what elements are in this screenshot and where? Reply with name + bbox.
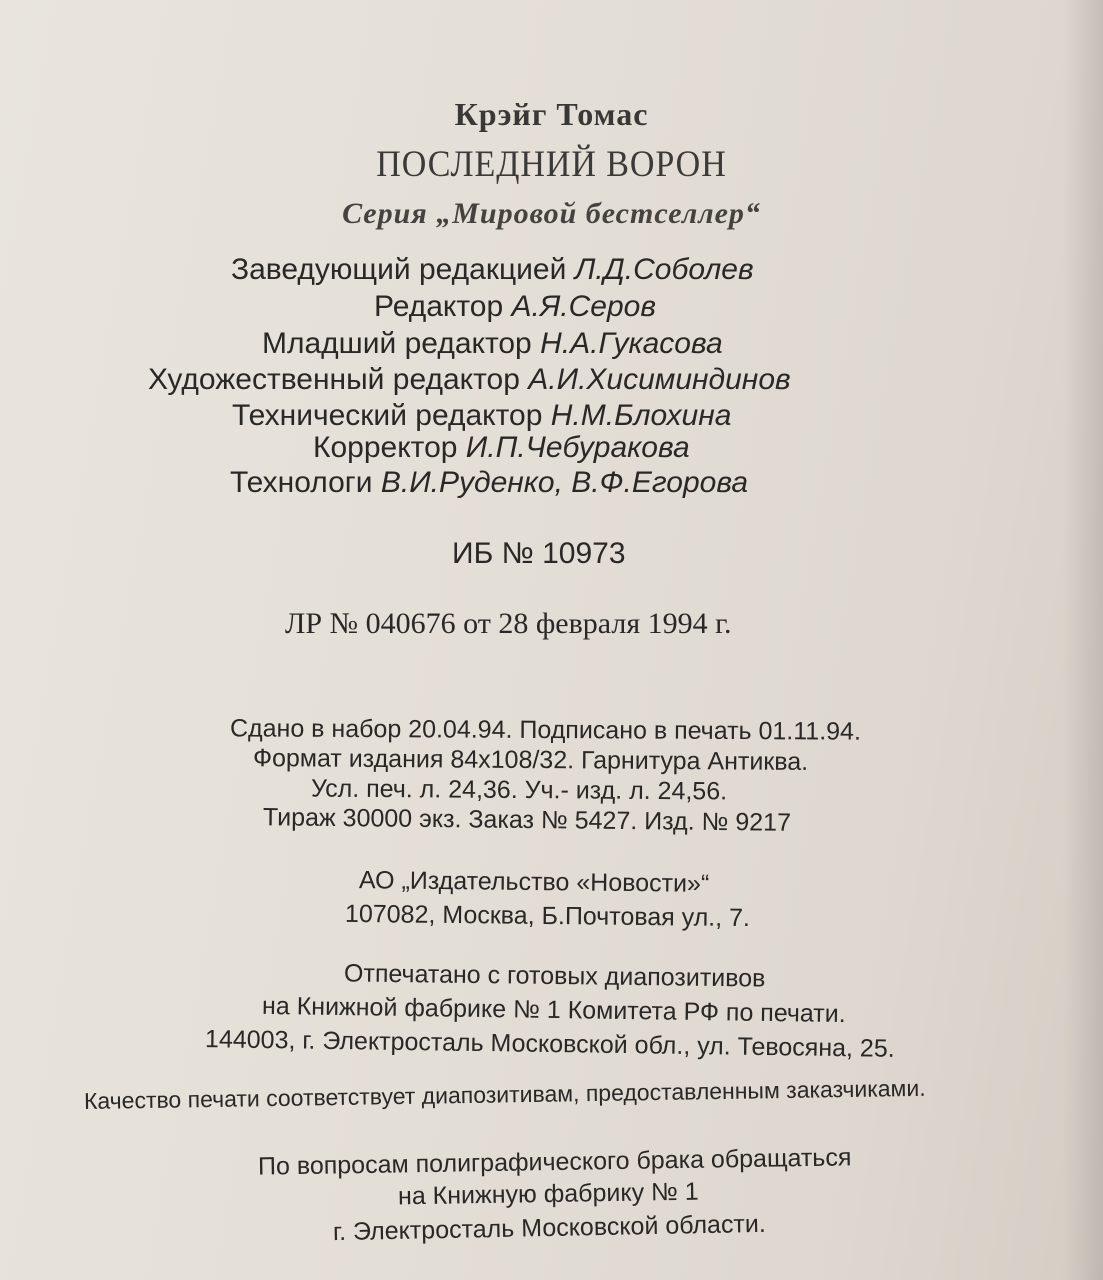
ib-number: ИБ № 10973 bbox=[452, 537, 626, 570]
credit-person: А.И.Хисиминдинов bbox=[528, 363, 791, 396]
credit-role: Художественный редактор bbox=[148, 363, 520, 396]
defects-line-3: г. Электросталь Московской области. bbox=[332, 1209, 767, 1247]
series-name: Серия „Мировой бестселлер“ bbox=[342, 197, 761, 230]
credit-person: И.П.Чебуракова bbox=[465, 431, 690, 464]
credit-line-technologists bbox=[230, 466, 748, 500]
book-title: ПОСЛЕДНИЙ ВОРОН bbox=[376, 144, 727, 185]
credit-role: Технологи bbox=[230, 466, 373, 499]
imprint-line-format: Формат издания 84х108/32. Гарнитура Антиква. bbox=[252, 744, 809, 776]
credit-person: В.И.Руденко, В.Ф.Егорова bbox=[380, 466, 749, 499]
credit-line-proofreader bbox=[313, 431, 690, 465]
credit-role: Редактор bbox=[374, 290, 504, 323]
credit-role: Младший редактор bbox=[262, 327, 532, 360]
printer-line-3: 144003, г. Электросталь Московской обл., ул. Тевосяна, 25. bbox=[204, 1025, 895, 1063]
credit-person: А.Я.Серов bbox=[511, 290, 656, 323]
license-number: ЛР № 040676 от 28 февраля 1994 г. bbox=[285, 607, 732, 640]
credit-line-junior-editor bbox=[262, 327, 723, 361]
credit-line-art-editor bbox=[148, 363, 791, 397]
publisher-name: АО „Издательство «Новости»“ bbox=[358, 866, 710, 898]
printer-line-2: на Книжной фабрике № 1 Комитета РФ по печати. bbox=[261, 991, 846, 1029]
credit-line-chief-editor bbox=[231, 253, 754, 287]
imprint-line-dates: Сдано в набор 20.04.94. Подписано в печать 01.11.94. bbox=[229, 714, 862, 746]
defects-line-1: По вопросам полиграфического брака обращаться bbox=[257, 1143, 852, 1181]
credit-person: Н.А.Гукасова bbox=[540, 327, 723, 360]
imprint-line-sheets: Усл. печ. л. 24,36. Уч.- изд. л. 24,56. bbox=[310, 774, 728, 806]
quality-note: Качество печати соответствует диапозитивам, предоставленным заказчиками. bbox=[83, 1074, 926, 1114]
credit-role: Технический редактор bbox=[232, 399, 543, 432]
author-name: Крэйг Томас bbox=[454, 96, 649, 132]
credit-person: Н.М.Блохина bbox=[550, 399, 732, 432]
credit-person: Л.Д.Соболев bbox=[574, 253, 754, 286]
page-edge-shadow bbox=[1063, 0, 1103, 1280]
credit-role: Заведующий редакцией bbox=[231, 253, 567, 286]
publisher-address: 107082, Москва, Б.Почтовая ул., 7. bbox=[344, 899, 751, 933]
credit-line-technical-editor bbox=[232, 399, 731, 433]
defects-line-2: на Книжную фабрику № 1 bbox=[397, 1177, 699, 1211]
imprint-line-print-run: Тираж 30000 экз. Заказ № 5427. Изд. № 9217 bbox=[262, 803, 792, 837]
printer-line-1: Отпечатано с готовых диапозитивов bbox=[343, 959, 766, 993]
credit-role: Корректор bbox=[313, 431, 458, 464]
credit-line-editor bbox=[374, 290, 656, 324]
